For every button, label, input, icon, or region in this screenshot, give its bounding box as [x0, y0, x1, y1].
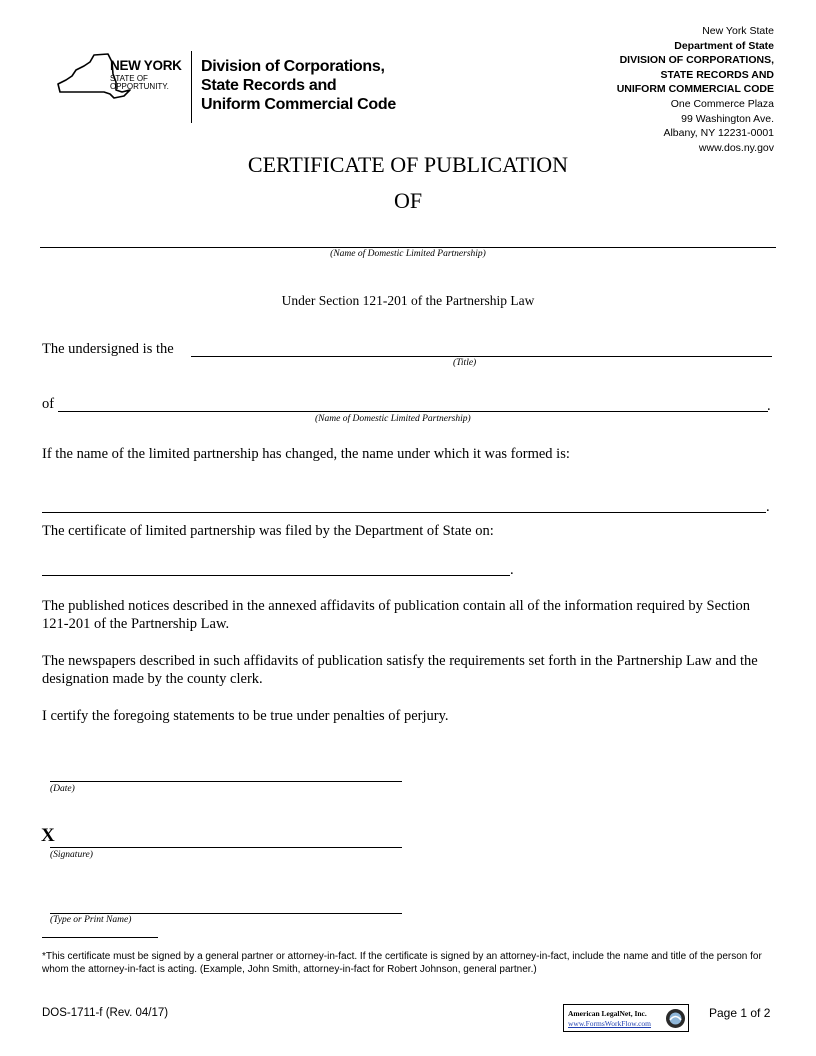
partnership-name-caption: (Name of Domestic Limited Partnership): [330, 249, 486, 259]
globe-icon: [665, 1008, 686, 1029]
filed-text: The certificate of limited partnership was filed by the Department of State on:: [42, 523, 494, 539]
former-name-field[interactable]: [42, 512, 766, 513]
logo-division-1: Division of Corporations,: [201, 58, 385, 75]
logo-division-2: State Records and: [201, 77, 337, 94]
signature-x-mark: X: [41, 825, 55, 846]
partnership-name-field-2[interactable]: [58, 411, 768, 412]
page-number: Page 1 of 2: [709, 1006, 771, 1020]
page-title-of: OF: [393, 188, 423, 213]
undersigned-label: The undersigned is the: [42, 341, 174, 357]
footnote-divider: [42, 937, 158, 938]
address-line-3: DIVISION OF CORPORATIONS,: [619, 54, 774, 67]
date-caption: (Date): [50, 784, 75, 794]
print-name-field[interactable]: [50, 913, 402, 914]
address-line-4: STATE RECORDS AND: [660, 68, 774, 81]
filing-date-field[interactable]: [42, 575, 510, 576]
badge-url[interactable]: www.FormsWorkFlow.com: [568, 1019, 652, 1028]
logo-tagline-1: STATE OF: [110, 74, 148, 83]
title-caption: (Title): [453, 358, 477, 368]
title-field[interactable]: [191, 356, 772, 357]
address-website-link[interactable]: www.dos.ny.gov: [698, 141, 774, 154]
footnote-text: *This certificate must be signed by a general partner or attorney-in-fact. If the certificate is signed by an attorney-in-fact, include the name and title of the person for whom the attorney-in-fact is acting. (Example, John Smith, attorney-in-fact for Robert Johnson, general partner.): [42, 951, 762, 975]
of-period: .: [767, 398, 771, 414]
nys-logo: [50, 48, 410, 124]
logo-tagline-2: OPPORTUNITY.: [110, 82, 169, 91]
form-id: DOS-1711-f (Rev. 04/17): [42, 1007, 169, 1019]
logo-divider: [191, 51, 192, 123]
former-name-period: .: [766, 499, 770, 515]
certify-text: I certify the foregoing statements to be true under penalties of perjury.: [42, 708, 449, 724]
name-changed-text: If the name of the limited partnership has changed, the name under which it was formed is:: [42, 446, 570, 462]
signature-field[interactable]: [50, 847, 402, 848]
address-line-5: UNIFORM COMMERCIAL CODE: [616, 83, 774, 96]
badge-company: American LegalNet, Inc.: [568, 1009, 647, 1018]
address-block: [617, 24, 774, 155]
filing-date-period: .: [510, 562, 514, 578]
page-title: CERTIFICATE OF PUBLICATION: [247, 152, 569, 177]
print-name-caption: (Type or Print Name): [50, 915, 132, 925]
of-label: of: [42, 396, 55, 412]
address-line-8: Albany, NY 12231-0001: [663, 127, 774, 140]
address-line-1: New York State: [702, 25, 774, 37]
section-reference: Under Section 121-201 of the Partnership Law: [281, 293, 535, 308]
published-notices-text: The published notices described in the annexed affidavits of publication contain all of the information required by Section 121-201 of the Partnership Law.: [42, 598, 751, 632]
newspapers-text: The newspapers described in such affidavits of publication satisfy the requirements set forth in the Partnership Law and the designation made by the county clerk.: [42, 653, 758, 687]
address-line-6: One Commerce Plaza: [670, 97, 774, 110]
address-line-7: 99 Washington Ave.: [681, 112, 774, 125]
partnership-name-field[interactable]: [40, 247, 776, 248]
logo-state-name: NEW YORK: [110, 58, 182, 73]
signature-caption: (Signature): [50, 850, 93, 860]
partnership-name-caption-2: (Name of Domestic Limited Partnership): [315, 414, 471, 424]
address-line-2: Department of State: [674, 39, 774, 52]
logo-division-3: Uniform Commercial Code: [201, 96, 396, 113]
legalnet-badge[interactable]: [563, 1004, 689, 1032]
date-field[interactable]: [50, 781, 402, 782]
